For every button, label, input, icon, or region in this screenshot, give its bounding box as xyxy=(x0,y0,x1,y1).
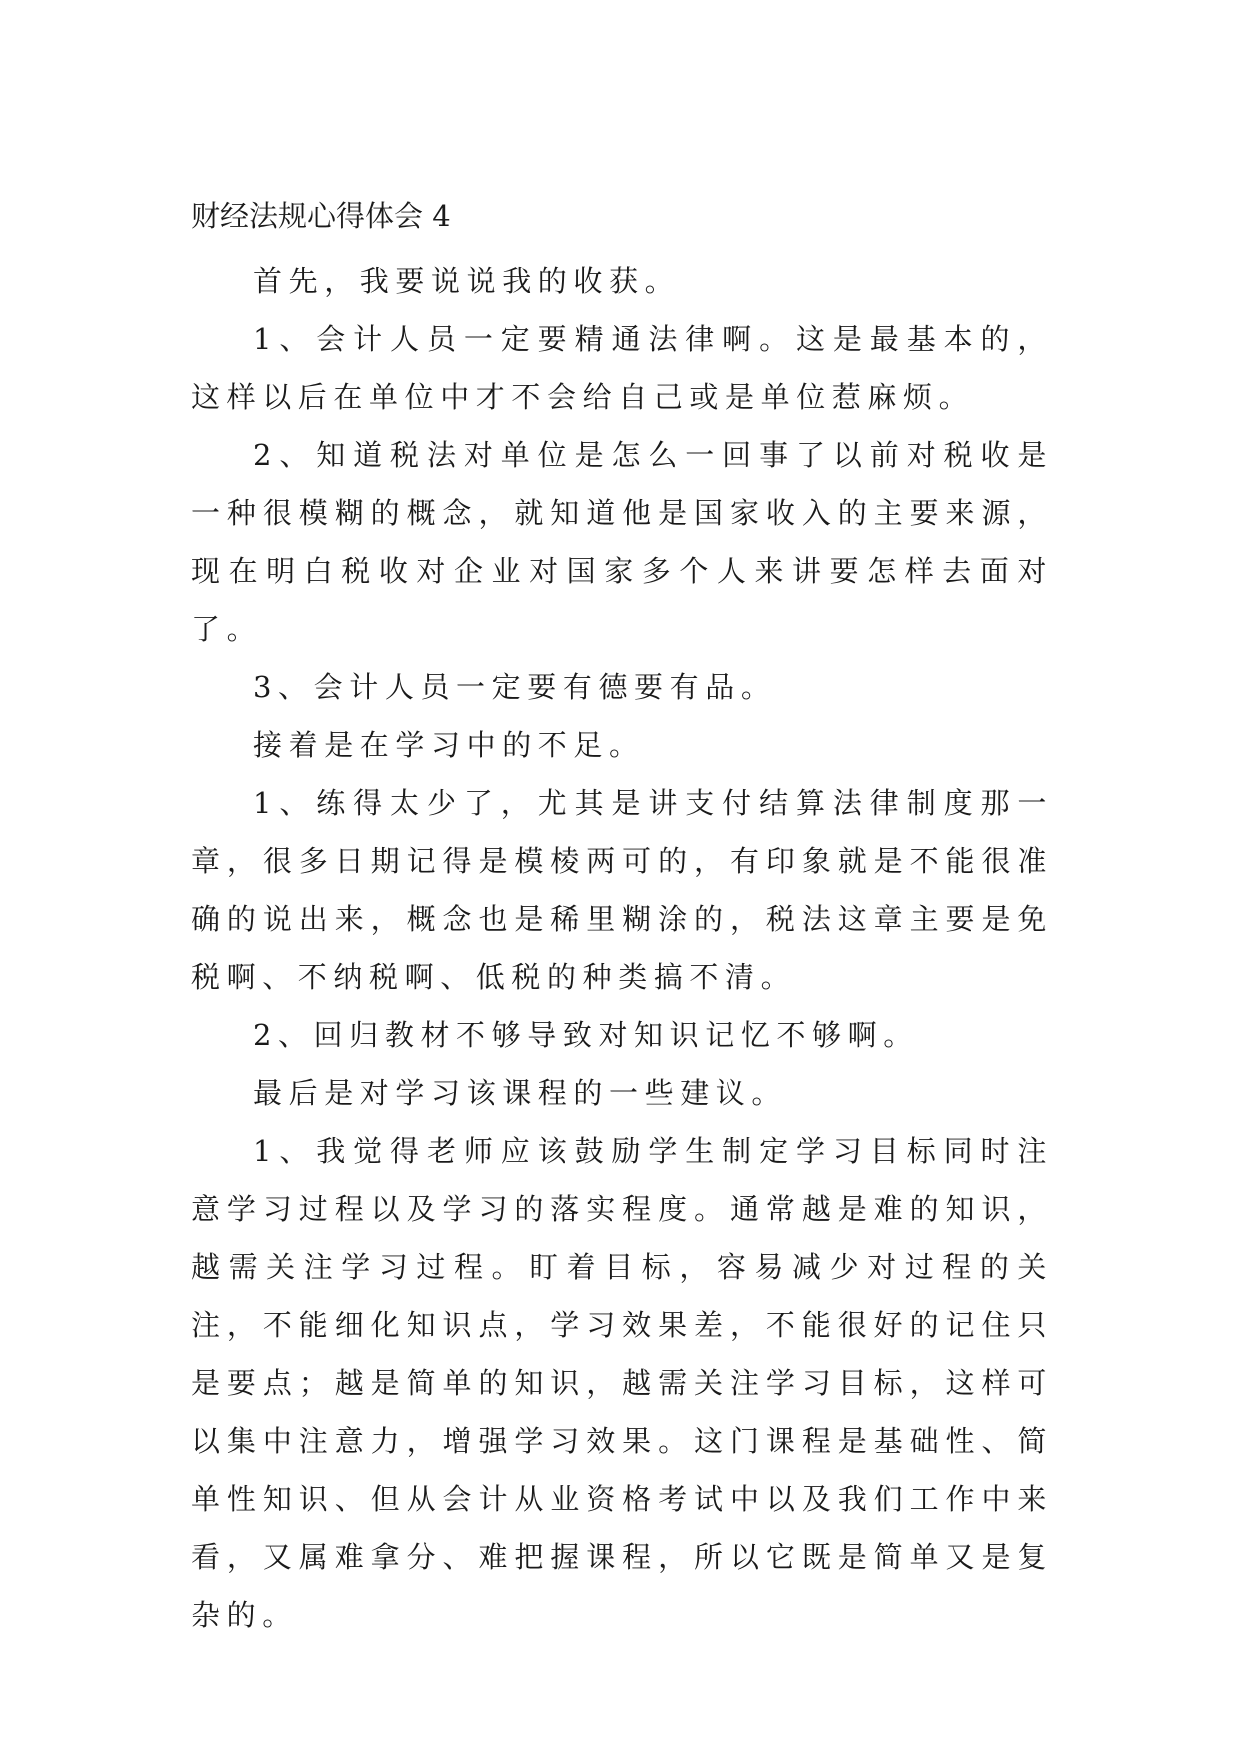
paragraph-shortcomings-2: 2、回归教材不够导致对知识记忆不够啊。 xyxy=(253,1018,919,1052)
paragraph-suggestions-1: 1、我觉得老师应该鼓励学生制定学习目标同时注意学习过程以及学习的落实程度。通常越是难的知识，越需关注学习过程。盯着目标，容易减少对过程的关注，不能细化知识点，学习效果差，不能很好的记住只是要点；越是简单的知识，越需关注学习目标，这样可以集中注意力，增强学习效果。这门课程是基础性、简单性知识、但从会计从业资格考试中以及我们工作中来看，又属难拿分、难把握课程，所以它既是简单又是复杂的。 xyxy=(191,1134,1053,1632)
paragraph-shortcomings-1: 1、练得太少了，尤其是讲支付结算法律制度那一章，很多日期记得是模棱两可的，有印象就是不能很准确的说出来，概念也是稀里糊涂的，税法这章主要是免税啊、不纳税啊、低税的种类搞不清。 xyxy=(191,786,1053,994)
paragraph-gains-1: 1、会计人员一定要精通法律啊。这是最基本的，这样以后在单位中才不会给自己或是单位惹麻烦。 xyxy=(191,322,1053,414)
document-body xyxy=(191,196,1053,1644)
paragraph-gains-2: 2、知道税法对单位是怎么一回事了以前对税收是一种很模糊的概念，就知道他是国家收入的主要来源，现在明白税收对企业对国家多个人来讲要怎样去面对了。 xyxy=(191,438,1053,646)
paragraph-gains-intro: 首先，我要说说我的收获。 xyxy=(253,264,681,298)
paragraph-shortcomings-intro: 接着是在学习中的不足。 xyxy=(253,728,645,762)
document-title: 财经法规心得体会 4 xyxy=(191,199,451,233)
paragraph-suggestions-intro: 最后是对学习该课程的一些建议。 xyxy=(253,1076,788,1110)
paragraph-gains-3: 3、会计人员一定要有德要有品。 xyxy=(253,670,777,704)
